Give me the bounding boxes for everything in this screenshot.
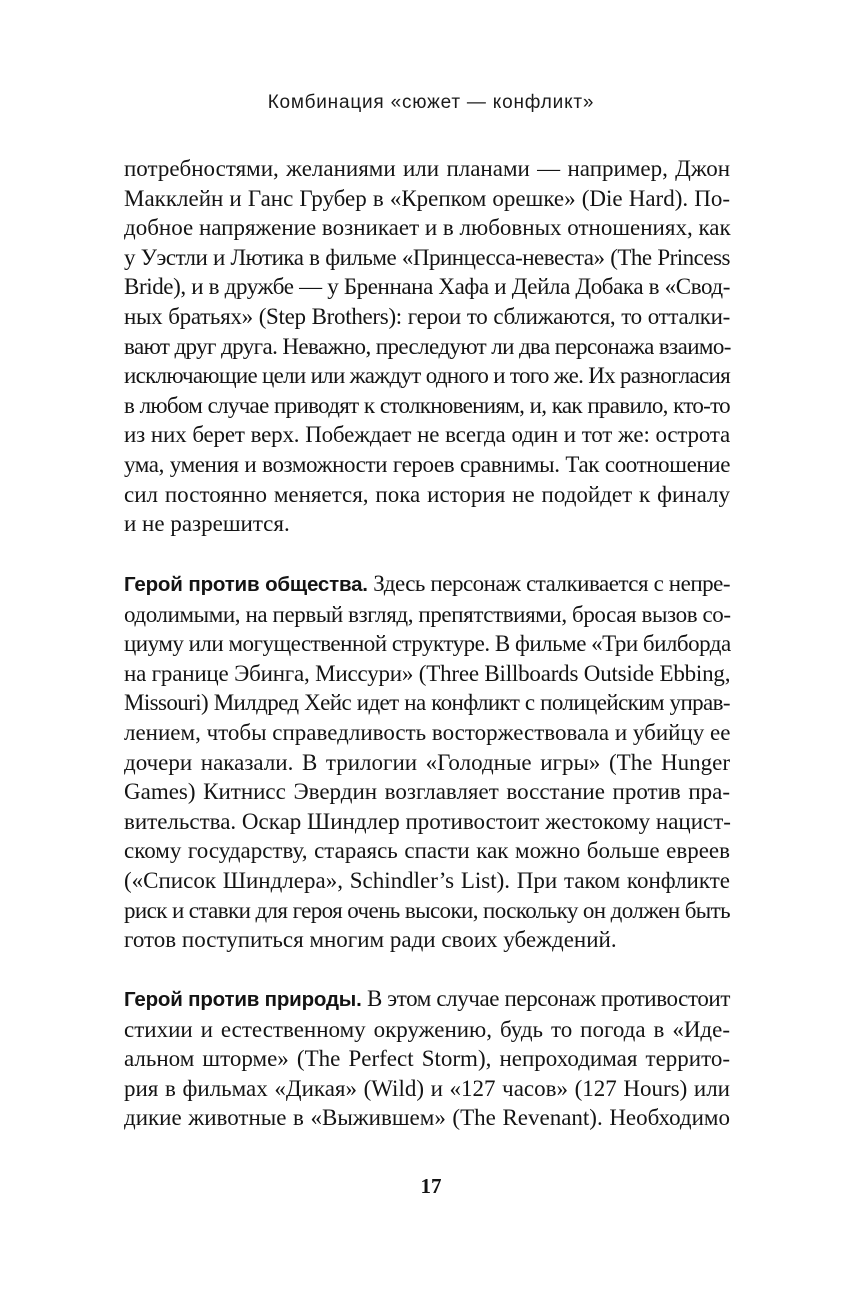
text-line: лением, чтобы справедливость восторжествовала и убийцу ее [124, 719, 731, 745]
text-line: из них берет верх. Побеждает не всегда один и тот же: острота [124, 422, 730, 448]
text-line: стихии и естественному окружению, будь то погода в «Иде- [124, 1016, 730, 1042]
text-line: ума, умения и возможности героев сравнимы. Так соотношение [124, 451, 730, 477]
text-line: потребностями, желаниями или планами — например, Джон [124, 156, 730, 181]
text-line: в любом случае приводят к столкновениям, и, как правило, кто-то [124, 392, 730, 418]
text-line: Missouri) Милдред Хейс идет на конфликт с полицейским управ- [124, 690, 730, 716]
text-line: исключающие цели или жаждут одного и того же. Их разногласия [124, 363, 730, 389]
text-line: дикие животные в «Выжившем» (The Revenant). Необходимо [124, 1105, 730, 1131]
text-line: вительства. Оскар Шиндлер противостоит жестокому нацист- [124, 808, 731, 834]
text-line: скому государству, стараясь спасти как можно больше евреев [124, 838, 730, 864]
text-line: риск и ставки для героя очень высоки, поскольку он должен быть [124, 897, 730, 923]
paragraph-2 [124, 569, 730, 955]
text-line: вают друг друга. Неважно, преследуют ли два персонажа взаимо- [124, 333, 731, 359]
text-line: добное напряжение возникает и в любовных отношениях, как [124, 215, 731, 241]
text-line: дочери наказали. В трилогии «Голодные игры» (The Hunger [124, 749, 730, 775]
running-head: Комбинация «сюжет — конфликт» [267, 92, 595, 113]
text-line: Макклейн и Ганс Грубер в «Крепком орешке» (Die Hard). По- [124, 185, 730, 211]
paragraph-1 [124, 154, 730, 539]
text-line: альном шторме» (The Perfect Storm), непроходимая террито- [124, 1046, 730, 1072]
text-line: сил постоянно меняется, пока история не подойдет к финалу [124, 481, 730, 507]
lead-line-rest: Здесь персонаж сталкивается с непре- [367, 571, 730, 596]
text-line: рия в фильмах «Дикая» (Wild) и «127 часов» (127 Hours) или [124, 1075, 730, 1101]
text-line-lead [124, 569, 730, 600]
page-number: 17 [420, 1174, 442, 1198]
text-line: («Список Шиндлера», Schindler’s List). При таком конфликте [124, 867, 730, 893]
text-line-lead [124, 984, 730, 1015]
section-lead-heading: Герой против природы. [124, 988, 362, 1011]
text-line: ных братьях» (Step Brothers): герои то сближаются, то отталки- [124, 303, 730, 329]
text-line: на границе Эбинга, Миссури» (Three Billboards Outside Ebbing, [124, 660, 731, 686]
paragraph-3 [124, 984, 730, 1133]
text-line: циуму или могущественной структуре. В фильме «Три билборда [124, 631, 731, 657]
text-line: готов поступиться многим ради своих убеждений. [124, 927, 617, 953]
text-line: Bride), и в дружбе — у Бреннана Хафа и Дейла Добака в «Свод- [124, 274, 730, 300]
section-lead-heading: Герой против общества. [124, 573, 368, 596]
text-line: одолимыми, на первый взгляд, препятствиями, бросая вызов со- [124, 601, 731, 627]
text-line: и не разрешится. [124, 511, 290, 537]
lead-line-rest: В этом случае персонаж противостоит [361, 986, 730, 1011]
text-line: у Уэстли и Лютика в фильме «Принцесса-невеста» (The Princess [124, 244, 730, 270]
text-line: Games) Китнисс Эвердин возглавляет восстание против пра- [124, 779, 730, 805]
